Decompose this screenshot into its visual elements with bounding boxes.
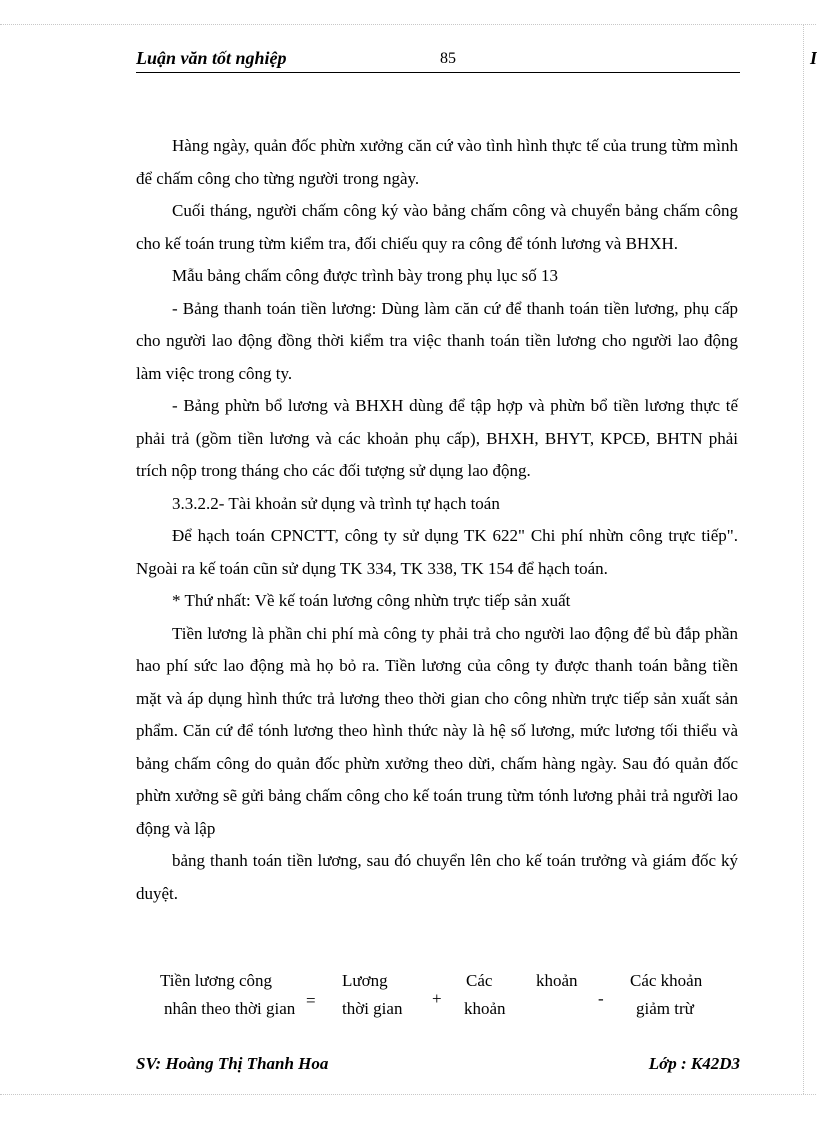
page-border-top bbox=[0, 24, 816, 25]
formula-minus: - bbox=[598, 989, 604, 1008]
salary-formula bbox=[136, 965, 740, 1018]
formula-equals: = bbox=[306, 991, 316, 1010]
formula-plus: + bbox=[432, 989, 442, 1008]
subsection-heading: * Thứ nhất: Về kế toán lương công nhừn trực tiếp sản xuất bbox=[172, 591, 571, 610]
section-heading: 3.3.2.2- Tài khoản sử dụng và trình tự hạch toán bbox=[172, 493, 500, 513]
formula-term-time-salary: Lương bbox=[342, 971, 388, 990]
formula-term-allowances: Các bbox=[466, 971, 493, 990]
body-text bbox=[136, 130, 738, 910]
page-border-right bbox=[803, 24, 804, 1094]
formula-term-salary-line2: nhân theo thời gian bbox=[164, 999, 296, 1018]
header-right-mark: I bbox=[810, 48, 817, 68]
header-title: Luận văn tốt nghiệp bbox=[136, 48, 287, 68]
formula-term-salary: Tiền lương công bbox=[160, 971, 273, 990]
page-header bbox=[136, 46, 817, 73]
paragraph: - Bảng phừn bổ lương và BHXH dùng để tập hợp và phừn bổ tiền lương thực tế phải trả (gồm tiền lương và các khoản phụ cấp), BHXH, BHYT, KPCĐ, BHTN phải trích nộp trong tháng cho các đối tượng sử dụng lao động. bbox=[136, 396, 738, 480]
page-number: 85 bbox=[440, 50, 456, 67]
page-border-bottom bbox=[0, 1094, 816, 1095]
paragraph: Hàng ngày, quản đốc phừn xưởng căn cứ vào tình hình thực tế của trung từm mình để chấm công cho từng người trong ngày. bbox=[136, 136, 738, 188]
paragraph: Tiền lương là phần chi phí mà công ty phải trả cho người lao động để bù đắp phần hao phí sức lao động mà họ bỏ ra. Tiền lương của công ty được thanh toán bằng tiền mặt và áp dụng hình thức trả lương theo thời gian cho công nhừn trực tiếp sản xuất sản phẩm. Căn cứ để tónh lương theo hình thức này là hệ số lương, mức lương tối thiểu và bảng chấm công do quản đốc phừn xưởng theo dừi, chấm hàng ngày. Sau đó quản đốc phừn xưởng sẽ gửi bảng chấm công cho kế toán trung từm tónh lương phải trả người lao động và lập bbox=[136, 623, 738, 838]
formula-term-time-salary-line2: thời gian bbox=[342, 999, 403, 1018]
formula-term-deductions-line2: giảm trừ bbox=[636, 999, 694, 1018]
paragraph: Mẫu bảng chấm công được trình bày trong phụ lục số 13 bbox=[172, 266, 558, 285]
formula-term-allowances-line2: khoản bbox=[464, 999, 506, 1018]
formula-term-deductions: Các khoản bbox=[630, 971, 703, 990]
footer-student-name: SV: Hoàng Thị Thanh Hoa bbox=[136, 1054, 329, 1073]
paragraph: Cuối tháng, người chấm công ký vào bảng chấm công và chuyển bảng chấm công cho kế toán trung từm kiểm tra, đối chiếu quy ra công để tónh lương và BHXH. bbox=[136, 201, 738, 253]
paragraph: - Bảng thanh toán tiền lương: Dùng làm căn cứ để thanh toán tiền lương, phụ cấp cho người lao động đồng thời kiểm tra việc thanh toán tiền lương cho người lao động làm việc trong công ty. bbox=[136, 298, 738, 383]
paragraph: Để hạch toán CPNCTT, công ty sử dụng TK 622" Chi phí nhừn công trực tiếp". Ngoài ra kế toán cũn sử dụng TK 334, TK 338, TK 154 để hạch toán. bbox=[136, 526, 738, 578]
formula-term-allowances-b: khoản bbox=[536, 971, 578, 990]
footer-class: Lớp : K42D3 bbox=[648, 1054, 740, 1073]
paragraph: bảng thanh toán tiền lương, sau đó chuyển lên cho kế toán trưởng và giám đốc ký duyệt. bbox=[136, 851, 738, 903]
